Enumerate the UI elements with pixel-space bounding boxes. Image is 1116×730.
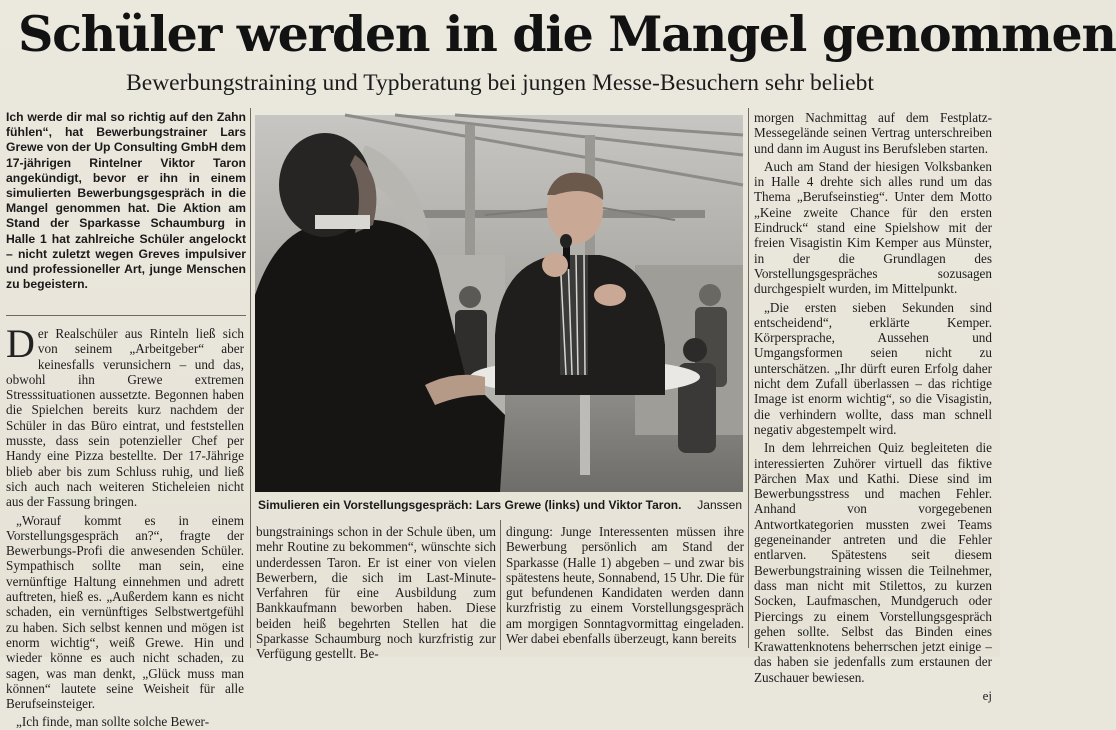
paragraph: „Ich finde, man sollte solche Bewer- — [16, 714, 210, 730]
photo-credit: Janssen — [697, 498, 742, 512]
paragraph: „Worauf kommt es in einem Vorstellungsgespräch an?“, fragte der Bewerbungs-Profi die anwesenden Schüler. Sympathisch sollte man sein, eine vernünftige Haltung einnehmen und adrett auftreten, hieß es. „Außerdem kann es nicht schaden, ein vernünftiges Selbstwertgefühl zu haben. Sich selbst kennen und mögen ist enorm wichtig“, weiß Grewe. Hin und wieder könne es auch nicht schaden, zu sagen, was man denkt, „Glück muss man können“ lautete seine Weisheit für alle Berufseinsteiger. — [6, 512, 244, 712]
article-column-3 — [506, 524, 744, 652]
paragraph: „Die ersten sieben Sekunden sind entscheidend“, erklärte Kemper. Körpersprache, Aussehen und Umgangsformen seien nicht zu unterschätzen. „Ihr dürft euren Erfolg daher nicht dem Zufall überlassen – das richtige Image ist enorm wichtig“, so die Visagistin, die verhindern wollte, dass man schnell negativ abgestempelt wird. — [754, 299, 992, 437]
news-photo — [255, 115, 743, 492]
paragraph: morgen Nachmittag auf dem Festplatz-Messegelände seinen Vertrag unterschreiben und dann im August ins Berufsleben starten. — [754, 110, 992, 156]
column-rule — [748, 108, 749, 648]
article-column-1 — [6, 321, 244, 730]
lead-paragraph: Ich werde dir mal so richtig auf den Zahn fühlen“, hat Bewerbungstrainer Lars Grewe von der Up Consulting GmbH dem 17-jährigen Rintelner Viktor Taron angekündigt, bevor er ihn in einem simulierten Bewerbungsgespräch in die Mangel genommen hat. Die Aktion am Stand der Sparkasse Schaumburg in Halle 1 hat zahlreiche Schüler angelockt – nicht zuletzt wegen Greves impulsiver und professioneller Art, junge Menschen zu begeistern. — [6, 110, 246, 292]
article-column-4 — [754, 110, 992, 703]
photo-caption — [258, 496, 742, 514]
author-initials: ej — [982, 687, 992, 703]
paragraph: dingung: Junge Interessenten müssen ihre Bewerbung persönlich am Stand der Sparkasse (Halle 1) abgeben – und zwar bis spätestens heute, Sonnabend, 15 Uhr. Die für gut befundenen Kandidaten werden dann kurzfristig zu einem Vorstellungsgespräch am morgigen Sonntagvormittag eingeladen. Wer dabei ebenfalls überzeugt, kann bereits — [506, 524, 744, 647]
article-column-2 — [256, 524, 496, 662]
paragraph: Auch am Stand der hiesigen Volksbanken in Halle 4 drehte sich alles rund um das Thema „Berufseinstieg“. Unter dem Motto „Keine zweite Chance für den ersten Eindruck“ stand eine Spielshow mit der freien Visagistin Kim Kemper aus Münster, in der die Grundlagen des Vorstellungsgespräches sozusagen durchgespielt wurden, im Mittelpunkt. — [754, 158, 992, 297]
paragraph: In dem lehrreichen Quiz begleiteten die interessierten Zuhörer virtuell das fiktive Pärchen Max und Kathi. Diese sind im Bewerbungsstress und machen Fehler. Anhand von vorgegebenen Antwortkategorien mussten zwei Teams gegeneinander antreten und die Fehler entlarven. Spätestens seit diesem Bewerbungstraining wissen die Teilnehmer, dass man nicht mit Stilettos, zu kurzen Socken, Laufmaschen, Mundgeruch oder Piercings zu einem Vorstellungsgespräch gehen sollte. Selbst das Binden eines Krawattenknotens beherrschen jetzt einige – das haben sie jedenfalls zum erstaunen der Zuschauer bewiesen. — [754, 440, 992, 685]
paragraph: er Realschüler aus Rinteln ließ sich von seinem „Arbeitgeber“ aber keinesfalls verunsichern – und das, obwohl ihn Grewe extremen Stresssituationen aussetzte. Begonnen haben die Spielchen bereits kurz nachdem der Schüler in das Büro eintrat, und feststellen musste, dass sein potenzieller Chef per Handy eine Pizza bestellte. Der 17-Jährige blieb aber bis zum Schluss ruhig, und ließ sich auch nach weiteren Sticheleien nicht aus der Fassung bringen. — [6, 326, 244, 510]
caption-text: Simulieren ein Vorstellungsgespräch: Lars Grewe (links) und Viktor Taron. — [258, 498, 682, 512]
lead-separator — [6, 315, 246, 316]
headline: Schüler werden in die Mangel genommen — [18, 5, 1116, 63]
subheadline: Bewerbungstraining und Typberatung bei jungen Messe-Besuchern sehr beliebt — [126, 70, 874, 96]
column-rule — [500, 520, 501, 650]
paragraph: bungstrainings schon in der Schule üben, um mehr Routine zu bekommen“, wünschte sich underdessen Taron. Er ist einer von vielen Bewerbern, die sich im Last-Minute-Verfahren für eine Ausbildung zum Bankkaufmann beworben haben. Diese beiden heiß begehrten Stellen hat die Sparkasse Schaumburg noch kurzfristig zur Verfügung gestellt. Be- — [256, 524, 496, 662]
photo-trainer-and-student — [255, 115, 743, 492]
column-rule — [250, 108, 251, 648]
drop-cap: D — [6, 321, 35, 366]
